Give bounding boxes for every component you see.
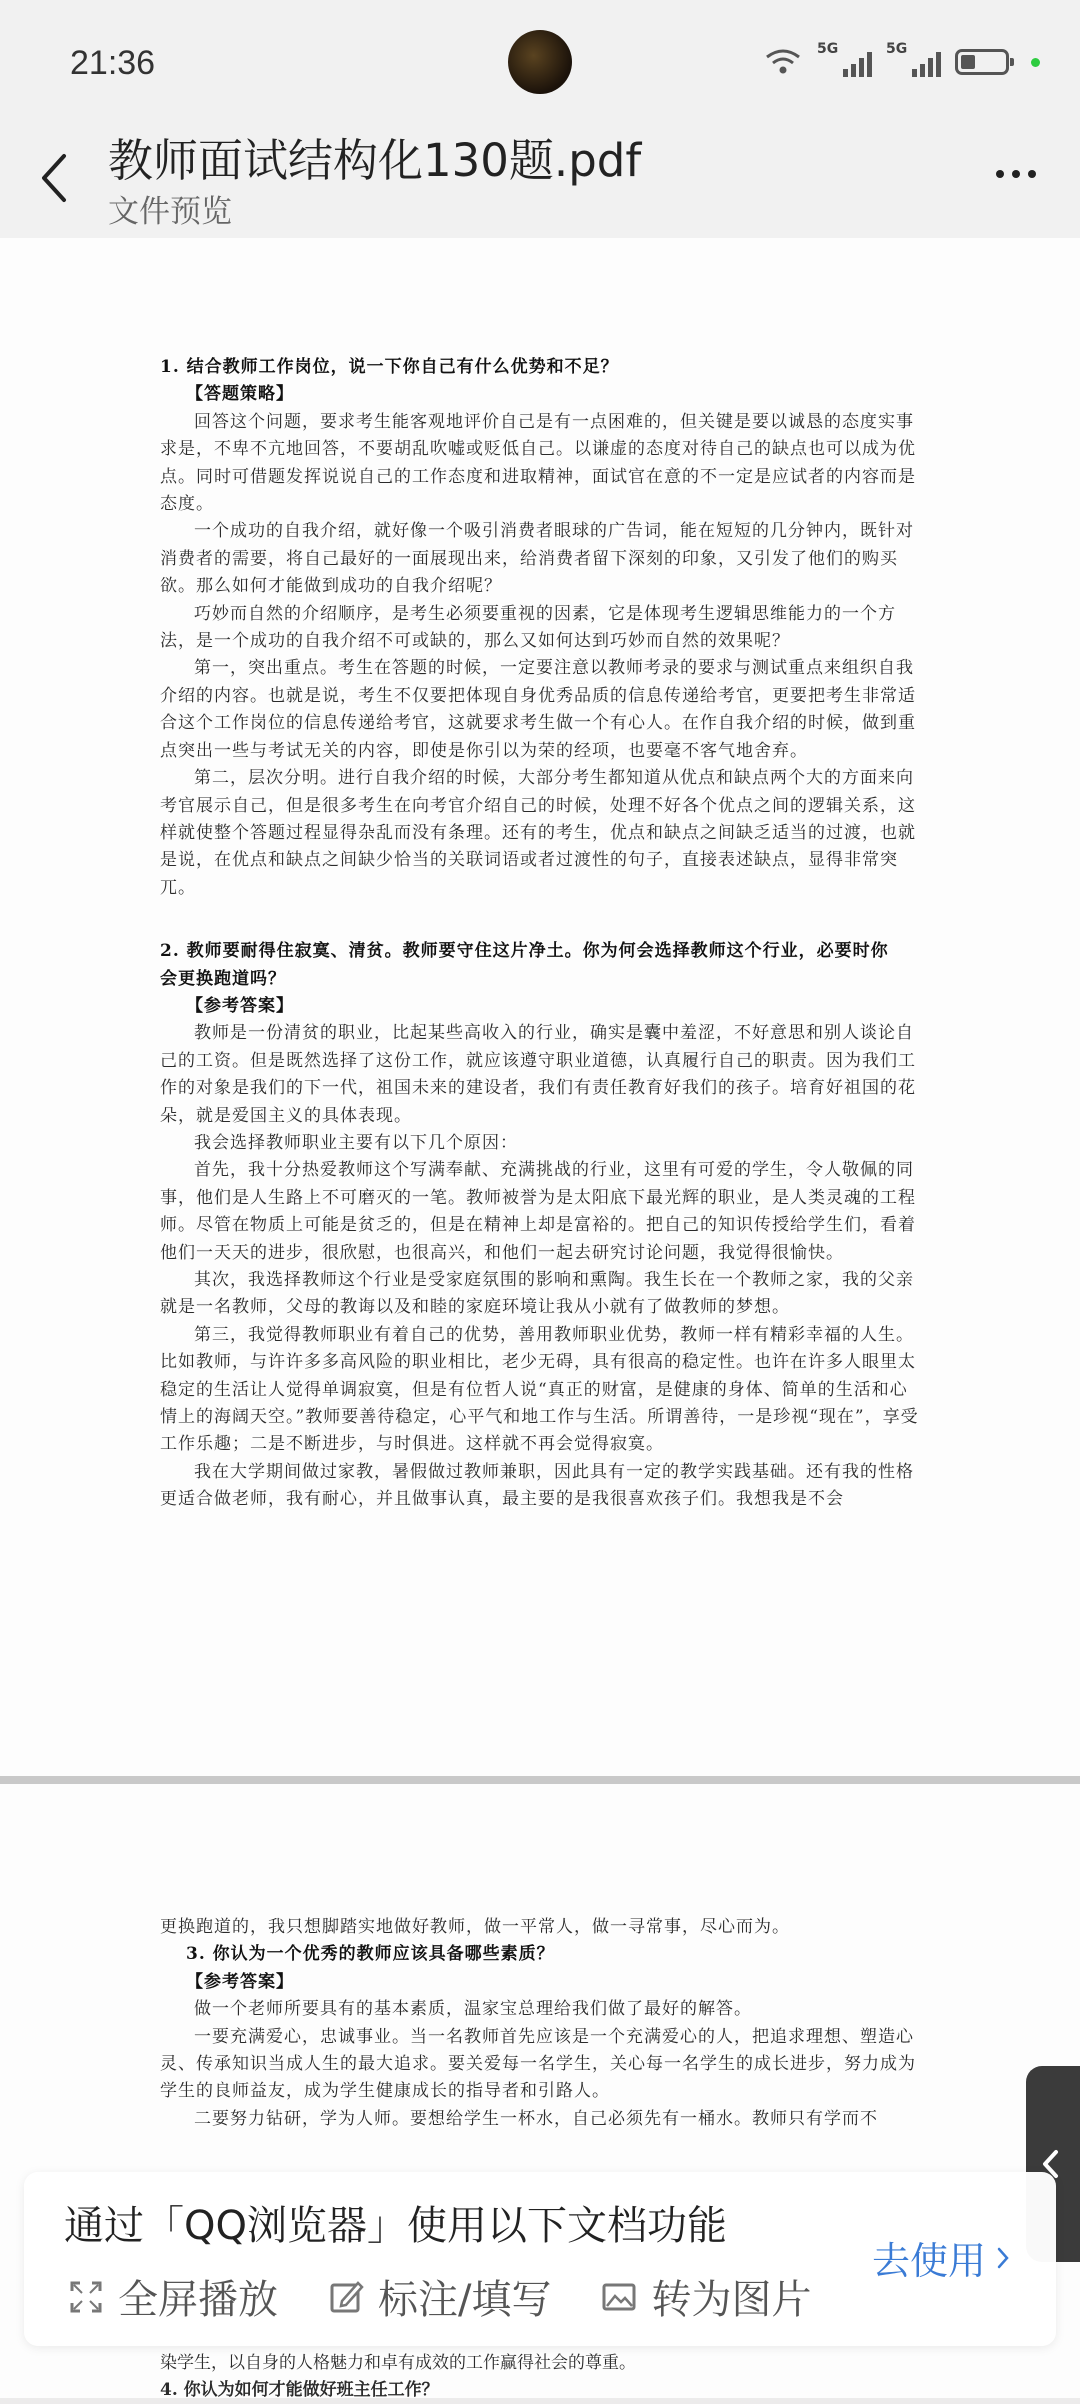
battery-icon: [955, 49, 1009, 75]
paragraph: 我会选择教师职业主要有以下几个原因：: [194, 1132, 518, 1153]
section-tag: 【参考答案】: [186, 995, 294, 1016]
fullscreen-label: 全屏播放: [118, 2277, 278, 2323]
paragraph: 更换跑道的，我只想脚踏实地做好教师，做一平常人，做一寻常事，尽心而为。: [160, 1917, 790, 1937]
document-subtitle: 文件预览: [108, 194, 232, 230]
annotate-label: 标注/填写: [378, 2277, 552, 2323]
paragraph: 做一个老师所要具有的基本素质，温家宝总理给我们做了最好的解答。: [194, 1999, 752, 2020]
signal-icon: 5G: [817, 47, 872, 77]
go-use-label: 去使用: [871, 2239, 986, 2283]
question-heading: 4. 你认为如何才能做好班主任工作？: [160, 2380, 439, 2400]
to-image-button[interactable]: [601, 2268, 811, 2325]
paragraph: 第三，我觉得教师职业有着自己的优势，善用教师职业优势，教师一样有精彩幸福的人生。比如教师，与许许多多高风险的职业相比，老少无碍，具有很高的稳定性。也许在许多人眼里太稳定的生活让人觉得单调寂寞，但是有位哲人说“真正的财富，是健康的身体、简单的生活和心情上的海阔天空。”教师要善待稳定，心平气和地工作与生活。所谓善待，一是珍视“现在”，享受工作乐趣；二是不断进步，与时俱进。这样就不再会觉得寂寞。: [160, 1324, 919, 1455]
paragraph: 教师是一份清贫的职业，比起某些高收入的行业，确实是囊中羞涩，不好意思和别人谈论自己的工资。但是既然选择了这份工作，就应该遵守职业道德，认真履行自己的职责。因为我们工作的对象是我们的下一代，祖国未来的建设者，我们有责任教育好我们的孩子。培育好祖国的花朵，就是爱国主义的具体表现。: [160, 1023, 916, 1126]
go-use-button[interactable]: [872, 2230, 1010, 2285]
app-header: [0, 120, 1080, 238]
question-heading: 1. 结合教师工作岗位，说一下你自己有什么优势和不足？: [160, 357, 619, 377]
image-icon: [601, 2279, 637, 2315]
qq-browser-banner: [24, 2172, 1056, 2346]
signal-icon: 5G: [886, 47, 941, 77]
to-image-label: 转为图片: [651, 2277, 812, 2323]
status-dot: [1031, 58, 1040, 67]
paragraph: 二要努力钻研，学为人师。要想给学生一杯水，自己必须先有一桶水。教师只有学而不: [194, 2108, 878, 2129]
question-heading: 3. 你认为一个优秀的教师应该具备哪些素质？: [186, 1944, 555, 1965]
back-icon[interactable]: [36, 150, 72, 206]
paragraph: 一个成功的自我介绍，就好像一个吸引消费者眼球的广告词，能在短短的几分钟内，既针对消费者的需要，将自己最好的一面展现出来，给消费者留下深刻的印象，又引发了他们的购买欲。那么如何才能做到成功的自我介绍呢？: [160, 521, 914, 597]
paragraph: 第二，层次分明。进行自我介绍的时候，大部分考生都知道从优点和缺点两个大的方面来向考官展示自己，但是很多考生在向考官介绍自己的时候，处理不好各个优点之间的逻辑关系，这样就使整个答题过程显得杂乱而没有条理。还有的考生，优点和缺点之间缺乏适当的过渡，也就是说，在优点和缺点之间缺少恰当的关联词语或者过渡性的句子，直接表述缺点，显得非常突兀。: [160, 768, 916, 898]
page-2-tail-text: [160, 2350, 920, 2404]
banner-actions: [68, 2268, 811, 2325]
more-dots-icon[interactable]: [996, 170, 1036, 178]
paragraph: 一要充满爱心，忠诚事业。当一名教师首先应该是一个充满爱心的人，把追求理想、塑造心灵、传承知识当成人生的最大追求。要关爱每一名学生，关心每一名学生的成长进步，努力成为学生的良师益友，成为学生健康成长的指导者和引路人。: [160, 2026, 916, 2102]
question-heading: 2. 教师要耐得住寂寞、清贫。教师要守住这片净土。你为何会选择教师这个行业，必要时你: [160, 941, 889, 962]
paragraph: 巧妙而自然的介绍顺序，是考生必须要重视的因素，它是体现考生逻辑思维能力的一个方法，是一个成功的自我介绍不可或缺的，那么又如何达到巧妙而自然的效果呢？: [160, 603, 896, 652]
paragraph: 其次，我选择教师这个行业是受家庭氛围的影响和熏陶。我生长在一个教师之家，我的父亲就是一名教师，父母的教诲以及和睦的家庭环境让我从小就有了做教师的梦想。: [160, 1270, 914, 1318]
wifi-icon: [763, 47, 803, 77]
front-camera: [508, 30, 572, 94]
status-bar: [0, 0, 1080, 120]
pdf-page-1: [0, 238, 1080, 1776]
fullscreen-icon: [68, 2279, 104, 2315]
paragraph: 首先，我十分热爱教师这个写满奉献、充满挑战的行业，这里有可爱的学生，令人敬佩的同事，他们是人生路上不可磨灭的一笔。教师被誉为是太阳底下最光辉的职业，是人类灵魂的工程师。尽管在物质上可能是贫乏的，但是在精神上却是富裕的。把自己的知识传授给学生们，看着他们一天天的进步，很欣慰，也很高兴，和他们一起去研究讨论问题，我觉得很愉快。: [160, 1160, 916, 1263]
status-icons: [763, 41, 1040, 80]
paragraph: 回答这个问题，要求考生能客观地评价自己是有一点困难的，但关键是要以诚恳的态度实事求是，不卑不亢地回答，不要胡乱吹嘘或贬低自己。以谦虚的态度对待自己的缺点也可以成为优点。同时可借题发挥说说自己的工作态度和进取精神，面试官在意的不一定是应试者的内容而是态度。: [160, 411, 916, 515]
paragraph-gap: [160, 902, 920, 938]
page-separator: [0, 1776, 1080, 1784]
document-title: 教师面试结构化130题.pdf: [108, 134, 642, 187]
page-1-text: [160, 354, 920, 1514]
question-heading: 会更换跑道吗？: [160, 968, 286, 989]
annotate-button[interactable]: [328, 2268, 551, 2325]
banner-text: 通过「QQ浏览器」使用以下文档功能: [64, 2203, 727, 2249]
fullscreen-button[interactable]: [68, 2268, 278, 2325]
paragraph: 第一，突出重点。考生在答题的时候，一定要注意以教师考录的要求与测试重点来组织自我介绍的内容。也就是说，考生不仅要把体现自身优秀品质的信息传递给考官，更要把考生非常适合这个工作岗位的信息传递给考官，这就要求考生做一个有心人。在作自我介绍的时候，做到重点突出一些与考试无关的内容，即使是你引以为荣的经项，也要毫不客气地舍弃。: [160, 658, 916, 761]
chevron-right-icon: [996, 2246, 1010, 2270]
section-tag: 【答题策略】: [186, 384, 294, 405]
paragraph: 我在大学期间做过家教，暑假做过教师兼职，因此具有一定的教学实践基础。还有我的性格更适合做老师，我有耐心，并且做事认真，最主要的是我很喜欢孩子们。我想我是不会: [160, 1461, 914, 1510]
edit-icon: [328, 2279, 364, 2315]
paragraph: 染学生，以自身的人格魅力和卓有成效的工作赢得社会的尊重。: [160, 2353, 636, 2373]
status-time: 21:36: [70, 44, 156, 82]
page-2-text: [160, 1914, 920, 2133]
section-tag: 【参考答案】: [186, 1971, 294, 1992]
